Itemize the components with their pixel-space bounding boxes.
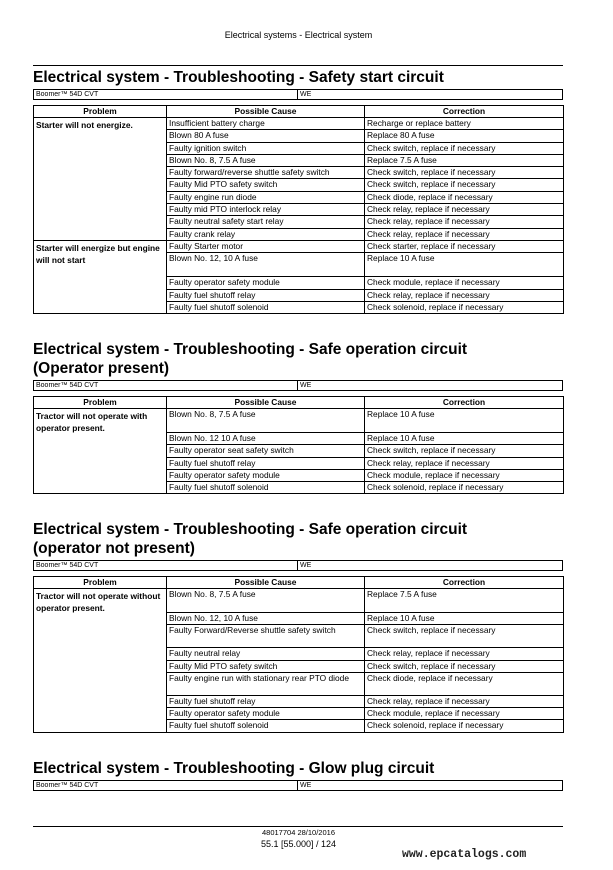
cause-cell: Faulty fuel shutoff relay: [167, 695, 365, 707]
model-code: WE: [300, 91, 312, 98]
column-header-correction: Correction: [365, 397, 564, 409]
correction-cell: Check relay, replace if necessary: [365, 289, 564, 301]
model-code: WE: [300, 782, 312, 789]
correction-cell: Check solenoid, replace if necessary: [365, 720, 564, 732]
correction-cell: Check solenoid, replace if necessary: [365, 301, 564, 313]
correction-cell: Check relay, replace if necessary: [365, 216, 564, 228]
problem-cell: Tractor will not operate with operator present.: [34, 409, 167, 494]
cause-cell: Blown No. 12 10 A fuse: [167, 433, 365, 445]
column-header-correction: Correction: [365, 577, 564, 589]
header-rule: [33, 65, 563, 66]
cause-cell: Faulty Mid PTO safety switch: [167, 660, 365, 672]
column-header-correction: Correction: [365, 106, 564, 118]
correction-cell: Check switch, replace if necessary: [365, 179, 564, 191]
correction-cell: Check switch, replace if necessary: [365, 625, 564, 648]
correction-cell: Replace 10 A fuse: [365, 433, 564, 445]
correction-cell: Recharge or replace battery: [365, 118, 564, 130]
cause-cell: Faulty engine run diode: [167, 191, 365, 203]
cause-cell: Faulty fuel shutoff solenoid: [167, 301, 365, 313]
cause-cell: Faulty neutral relay: [167, 648, 365, 660]
model-code: WE: [300, 562, 312, 569]
section-title: Electrical system - Troubleshooting - Safe operation circuit: [33, 341, 468, 358]
column-header-cause: Possible Cause: [167, 577, 365, 589]
model-row: [33, 89, 563, 100]
cause-cell: Faulty Starter motor: [167, 240, 365, 252]
section-title: Electrical system - Troubleshooting - Safe operation circuit: [33, 521, 468, 538]
column-header-cause: Possible Cause: [167, 397, 365, 409]
footer-rule: [33, 826, 563, 827]
column-header-cause: Possible Cause: [167, 106, 365, 118]
table-row: [34, 589, 564, 613]
model-name: Boomer™ 54D CVT: [34, 781, 298, 790]
cause-cell: Faulty operator safety module: [167, 708, 365, 720]
section-glow-plug: [33, 759, 563, 791]
cause-cell: Faulty ignition switch: [167, 142, 365, 154]
model-row: [33, 380, 563, 391]
troubleshooting-table: [33, 105, 564, 314]
cause-cell: Faulty neutral safety start relay: [167, 216, 365, 228]
model-name: Boomer™ 54D CVT: [34, 381, 298, 390]
table-row: [34, 118, 564, 130]
correction-cell: Check diode, replace if necessary: [365, 672, 564, 695]
cause-cell: Faulty Forward/Reverse shuttle safety switch: [167, 625, 365, 648]
model-name: Boomer™ 54D CVT: [34, 561, 298, 570]
correction-cell: Replace 7.5 A fuse: [365, 154, 564, 166]
cause-cell: Faulty operator seat safety switch: [167, 445, 365, 457]
cause-cell: Faulty engine run with stationary rear PTO diode: [167, 672, 365, 695]
section-safe-operation-present: [33, 340, 563, 494]
correction-cell: Replace 10 A fuse: [365, 613, 564, 625]
cause-cell: Blown No. 8, 7.5 A fuse: [167, 154, 365, 166]
troubleshooting-table: [33, 396, 564, 494]
table-header-row: [34, 397, 564, 409]
cause-cell: Faulty operator safety module: [167, 277, 365, 289]
correction-cell: Check relay, replace if necessary: [365, 204, 564, 216]
correction-cell: Check starter, replace if necessary: [365, 240, 564, 252]
model-row: [33, 780, 563, 791]
table-header-row: [34, 106, 564, 118]
model-code: WE: [300, 382, 312, 389]
correction-cell: Replace 10 A fuse: [365, 253, 564, 277]
correction-cell: Check relay, replace if necessary: [365, 648, 564, 660]
cause-cell: Blown No. 12, 10 A fuse: [167, 253, 365, 277]
troubleshooting-table: [33, 576, 564, 733]
cause-cell: Faulty Mid PTO safety switch: [167, 179, 365, 191]
cause-cell: Faulty forward/reverse shuttle safety switch: [167, 167, 365, 179]
correction-cell: Check switch, replace if necessary: [365, 167, 564, 179]
cause-cell: Faulty operator safety module: [167, 469, 365, 481]
cause-cell: Blown No. 8, 7.5 A fuse: [167, 589, 365, 613]
correction-cell: Check switch, replace if necessary: [365, 142, 564, 154]
cause-cell: Faulty fuel shutoff solenoid: [167, 482, 365, 494]
section-title: Electrical system - Troubleshooting - Safety start circuit: [33, 69, 444, 86]
section-safe-operation-not-present: [33, 520, 563, 733]
correction-cell: Replace 80 A fuse: [365, 130, 564, 142]
cause-cell: Blown No. 12, 10 A fuse: [167, 613, 365, 625]
correction-cell: Check switch, replace if necessary: [365, 445, 564, 457]
correction-cell: Check relay, replace if necessary: [365, 695, 564, 707]
correction-cell: Check diode, replace if necessary: [365, 191, 564, 203]
running-header: Electrical systems - Electrical system: [224, 30, 373, 40]
document-id: 48017704 28/10/2016: [262, 828, 335, 837]
cause-cell: Blown No. 8, 7.5 A fuse: [167, 409, 365, 433]
cause-cell: Faulty crank relay: [167, 228, 365, 240]
correction-cell: Check module, replace if necessary: [365, 469, 564, 481]
correction-cell: Check relay, replace if necessary: [365, 457, 564, 469]
section-safety-start: [33, 68, 563, 314]
cause-cell: Faulty fuel shutoff solenoid: [167, 720, 365, 732]
cause-cell: Blown 80 A fuse: [167, 130, 365, 142]
column-header-problem: Problem: [34, 577, 167, 589]
correction-cell: Check module, replace if necessary: [365, 708, 564, 720]
cause-cell: Faulty fuel shutoff relay: [167, 457, 365, 469]
problem-cell: Tractor will not operate without operator present.: [34, 589, 167, 733]
cause-cell: Faulty fuel shutoff relay: [167, 289, 365, 301]
watermark: www.epcatalogs.com: [402, 848, 527, 861]
problem-cell: Starter will not energize.: [34, 118, 167, 241]
table-header-row: [34, 577, 564, 589]
correction-cell: Check relay, replace if necessary: [365, 228, 564, 240]
model-row: [33, 560, 563, 571]
correction-cell: Replace 7.5 A fuse: [365, 589, 564, 613]
section-title: Electrical system - Troubleshooting - Glow plug circuit: [33, 760, 435, 777]
table-row: [34, 409, 564, 433]
section-subtitle: (operator not present): [33, 540, 195, 557]
column-header-problem: Problem: [34, 397, 167, 409]
cause-cell: Faulty mid PTO interlock relay: [167, 204, 365, 216]
problem-cell: Starter will energize but engine will not start: [34, 240, 167, 313]
section-subtitle: (Operator present): [33, 360, 170, 377]
correction-cell: Check switch, replace if necessary: [365, 660, 564, 672]
page-number: 55.1 [55.000] / 124: [260, 839, 337, 849]
cause-cell: Insufficient battery charge: [167, 118, 365, 130]
table-row: [34, 240, 564, 252]
correction-cell: Replace 10 A fuse: [365, 409, 564, 433]
column-header-problem: Problem: [34, 106, 167, 118]
correction-cell: Check module, replace if necessary: [365, 277, 564, 289]
model-name: Boomer™ 54D CVT: [34, 90, 298, 99]
correction-cell: Check solenoid, replace if necessary: [365, 482, 564, 494]
